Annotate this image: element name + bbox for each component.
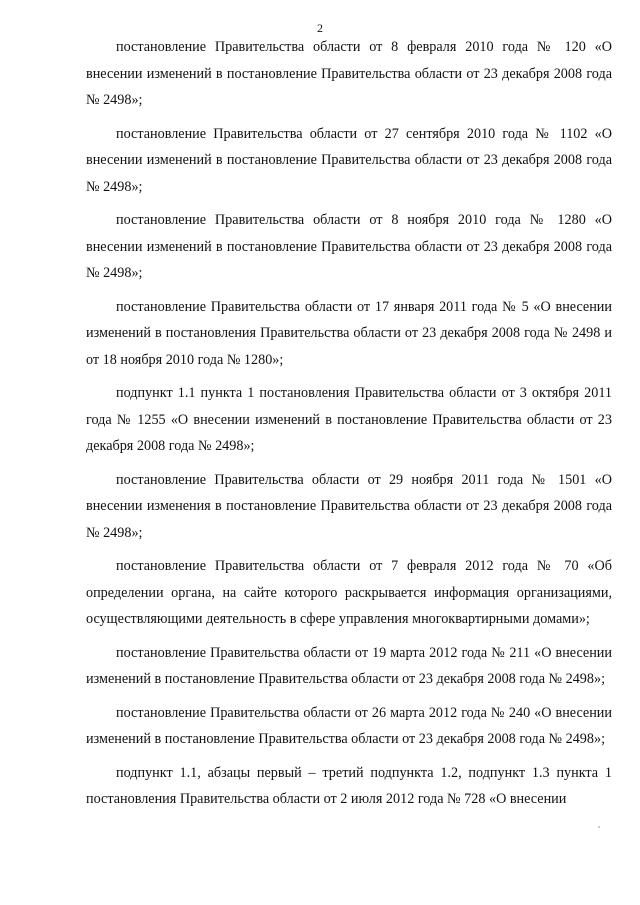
list-item: постановление Правительства области от 29 ноября 2011 года № 1501 «О внесении изменения в постановление Правительства области от 23 декабря 2008 года № 2498»; <box>86 471 612 541</box>
document-body <box>86 34 612 813</box>
list-item: постановление Правительства области от 8 ноября 2010 года № 1280 «О внесении изменений в постановление Правительства области от 23 декабря 2008 года № 2498»; <box>86 212 612 281</box>
list-item: постановление Правительства области от 7 февраля 2012 года № 70 «Об определении органа, на сайте которого раскрывается информация организациями, осуществляющими деятельность в сфере управления многоквартирными домами»; <box>86 558 612 627</box>
list-item: постановление Правительства области от 26 марта 2012 года № 240 «О внесении изменений в постановление Правительства области от 23 декабря 2008 года № 2498»; <box>86 704 612 747</box>
list-item: постановление Правительства области от 8 февраля 2010 года № 120 «О внесении изменений в постановление Правительства области от 23 декабря 2008 года № 2498»; <box>86 39 612 108</box>
list-item: подпункт 1.1 пункта 1 постановления Правительства области от 3 октября 2011 года № 1255 «О внесении изменений в постановление Правительства области от 23 декабря 2008 года № 2498»; <box>86 385 612 454</box>
scan-speck <box>598 826 600 828</box>
list-item: постановление Правительства области от 27 сентября 2010 года № 1102 «О внесении изменений в постановление Правительства области от 23 декабря 2008 года № 2498»; <box>86 125 612 195</box>
list-item: постановление Правительства области от 17 января 2011 года № 5 «О внесении изменений в постановления Правительства области от 23 декабря 2008 года № 2498 и от 18 ноября 2010 года № 1280»; <box>86 298 612 368</box>
page-number: 2 <box>317 21 323 35</box>
list-item: постановление Правительства области от 19 марта 2012 года № 211 «О внесении изменений в постановление Правительства области от 23 декабря 2008 года № 2498»; <box>86 644 612 687</box>
list-item: подпункт 1.1, абзацы первый – третий подпункта 1.2, подпункт 1.3 пункта 1 постановления Правительства области от 2 июля 2012 года № 728 «О внесении <box>86 764 612 807</box>
